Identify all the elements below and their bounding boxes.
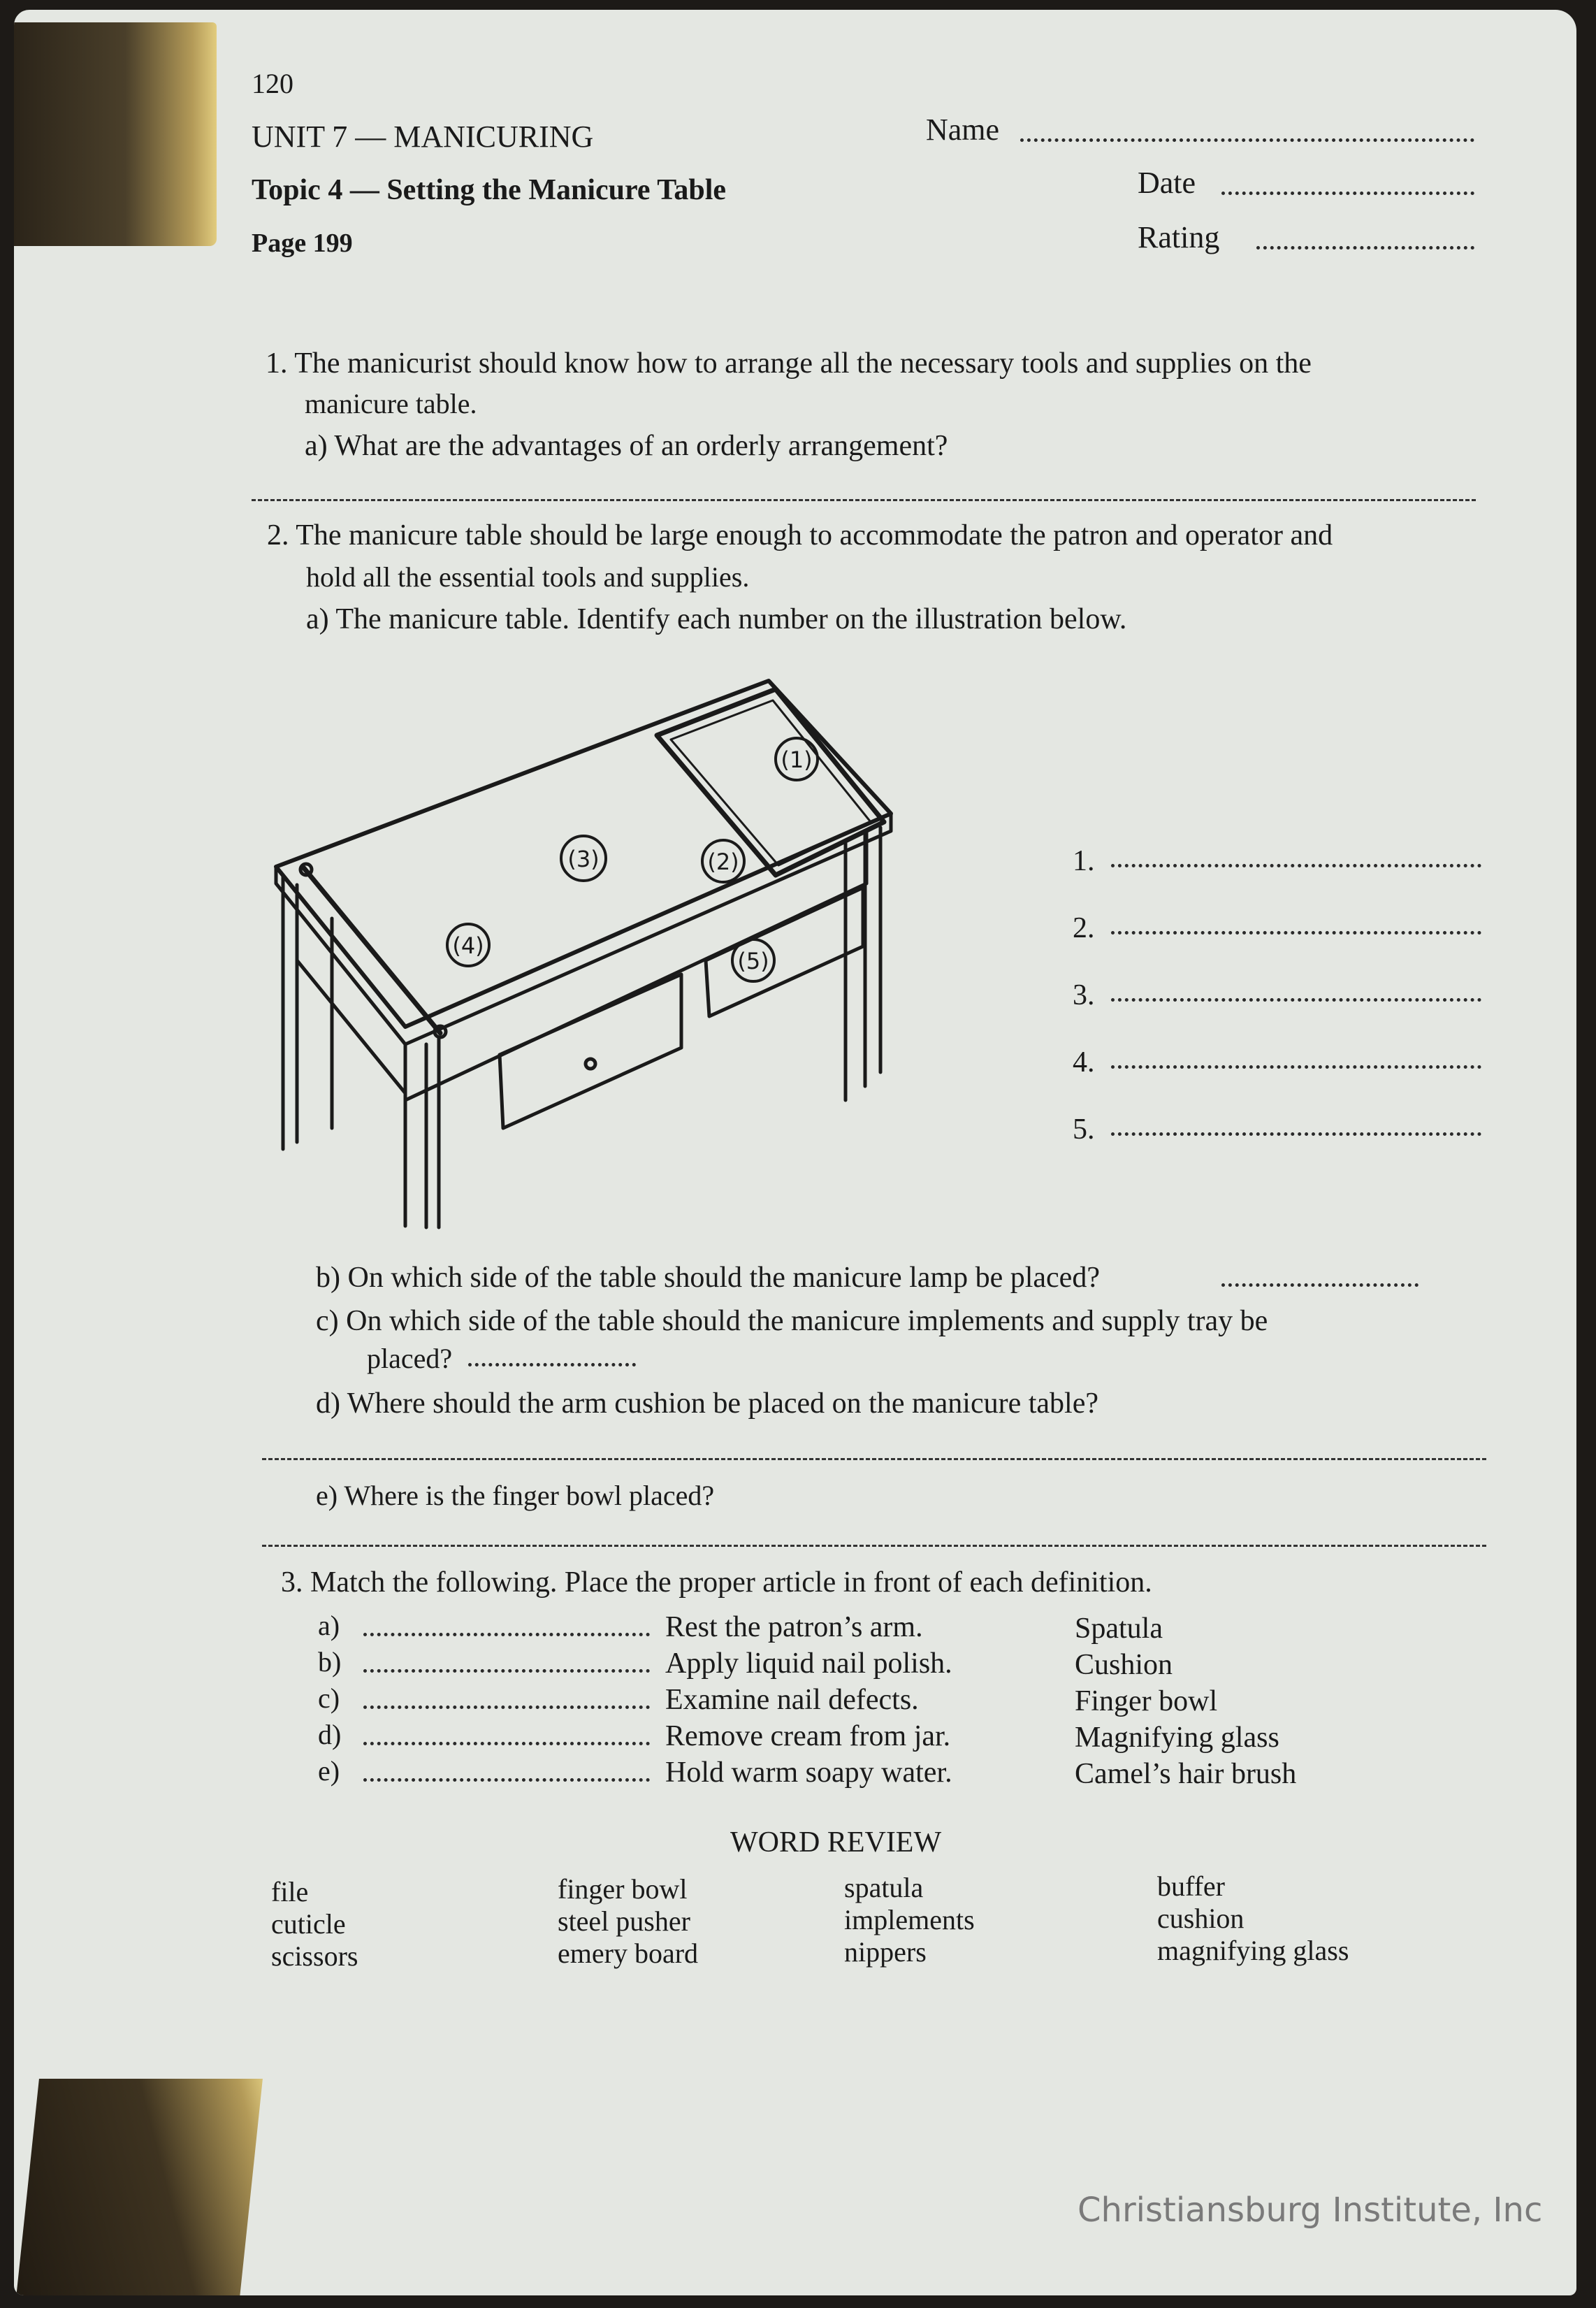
answer-number-3: 3.: [1073, 979, 1095, 1011]
q1-question-a: a) What are the advantages of an orderly arrangement?: [305, 430, 948, 462]
q2-text-line1: 2. The manicure table should be large enough to accommodate the patron and operator and: [267, 519, 1333, 551]
q3-intro: 3. Match the following. Place the proper article in front of each definition.: [281, 1566, 1152, 1599]
word-review-column: [1157, 1870, 1349, 1967]
match-answer-field[interactable]: [363, 1633, 650, 1636]
match-answer-field[interactable]: [363, 1778, 650, 1782]
q2-question-b: b) On which side of the table should the manicure lamp be placed?: [316, 1262, 1100, 1294]
answer-number-5: 5.: [1073, 1113, 1095, 1146]
binder-clip-top: [14, 22, 217, 246]
match-article: Camel’s hair brush: [1075, 1758, 1297, 1790]
word-review-column: [271, 1876, 358, 1972]
match-answer-field[interactable]: [363, 1669, 650, 1673]
match-definition: Examine nail defects.: [665, 1684, 919, 1716]
match-article: Spatula: [1075, 1613, 1163, 1645]
drawer-right: [706, 888, 863, 1016]
rating-label: Rating: [1138, 220, 1220, 254]
word-review-term: nippers: [844, 1936, 927, 1968]
word-review-term: magnifying glass: [1157, 1935, 1349, 1966]
q2-answer-b[interactable]: [1221, 1283, 1419, 1287]
q2-answer-d[interactable]: [262, 1458, 1486, 1460]
q2-question-d: d) Where should the arm cushion be placed on the manicure table?: [316, 1387, 1098, 1420]
page-reference: Page 199: [252, 229, 353, 258]
page-number: 120: [252, 68, 293, 99]
drawer-left: [500, 974, 681, 1128]
q1-answer-line[interactable]: [252, 499, 1476, 501]
match-letter: c): [318, 1682, 340, 1714]
word-review-term: buffer: [1157, 1870, 1225, 1902]
match-letter: d): [318, 1719, 342, 1750]
worksheet-page: [14, 10, 1576, 2295]
date-label: Date: [1138, 166, 1196, 200]
binder-clip-bottom: [14, 2079, 263, 2295]
word-review-term: emery board: [558, 1938, 699, 1969]
match-definition: Remove cream from jar.: [665, 1720, 951, 1752]
match-definition: Rest the patron’s arm.: [665, 1611, 923, 1643]
word-review-term: file: [271, 1876, 309, 1907]
name-label: Name: [926, 113, 1000, 147]
lamp-rail: [304, 868, 440, 1033]
answer-number-1: 1.: [1073, 845, 1095, 877]
match-answer-field[interactable]: [363, 1742, 650, 1745]
q2-question-a: a) The manicure table. Identify each number on the illustration below.: [306, 603, 1127, 635]
label-1: (1): [781, 747, 813, 773]
rating-field[interactable]: [1256, 246, 1474, 250]
match-letter: e): [318, 1755, 340, 1787]
word-review-term: spatula: [844, 1872, 924, 1903]
date-field[interactable]: [1221, 192, 1474, 195]
word-review-term: steel pusher: [558, 1905, 690, 1937]
match-article: Magnifying glass: [1075, 1722, 1279, 1754]
q2-text-line2: hold all the essential tools and supplies.: [306, 561, 750, 593]
q1-text-line1: 1. The manicurist should know how to arrange all the necessary tools and supplies on the: [266, 347, 1312, 380]
name-field[interactable]: [1020, 138, 1474, 142]
word-review-column: [558, 1873, 698, 1970]
match-letter: b): [318, 1646, 342, 1678]
word-review-term: cuticle: [271, 1908, 346, 1940]
manicure-table-illustration: [266, 667, 978, 1247]
answer-field-5[interactable]: [1111, 1132, 1481, 1136]
word-review-term: scissors: [271, 1940, 358, 1972]
word-review-column: [844, 1872, 975, 1968]
label-2: (2): [707, 849, 739, 875]
q2-question-c-line2: placed?: [367, 1343, 453, 1374]
answer-field-4[interactable]: [1111, 1065, 1481, 1069]
q1-text-line2: manicure table.: [305, 388, 477, 419]
word-review-term: cushion: [1157, 1903, 1245, 1934]
answer-field-3[interactable]: [1111, 998, 1481, 1002]
q2-question-c-line1: c) On which side of the table should the manicure implements and supply tray be: [316, 1305, 1268, 1337]
answer-number-2: 2.: [1073, 912, 1095, 944]
answer-number-4: 4.: [1073, 1046, 1095, 1079]
q2-answer-e[interactable]: [262, 1545, 1486, 1547]
answer-field-1[interactable]: [1111, 864, 1481, 867]
match-definition: Hold warm soapy water.: [665, 1757, 952, 1789]
q2-answer-c[interactable]: [468, 1363, 636, 1366]
answer-field-2[interactable]: [1111, 931, 1481, 935]
word-review-title: WORD REVIEW: [730, 1826, 942, 1859]
match-answer-field[interactable]: [363, 1705, 650, 1709]
label-4: (4): [452, 932, 484, 959]
unit-title: UNIT 7 — MANICURING: [252, 120, 594, 154]
match-letter: a): [318, 1610, 340, 1641]
label-5: (5): [737, 948, 769, 974]
topic-title: Topic 4 — Setting the Manicure Table: [252, 174, 727, 206]
q2-question-e: e) Where is the finger bowl placed?: [316, 1480, 715, 1511]
match-article: Cushion: [1075, 1649, 1173, 1681]
match-article: Finger bowl: [1075, 1685, 1218, 1717]
label-3: (3): [567, 846, 600, 872]
word-review-term: finger bowl: [558, 1873, 688, 1905]
match-definition: Apply liquid nail polish.: [665, 1647, 952, 1680]
word-review-term: implements: [844, 1904, 975, 1935]
drawer-left-knob: [586, 1059, 595, 1069]
watermark: Christiansburg Institute, Inc: [1078, 2191, 1543, 2230]
